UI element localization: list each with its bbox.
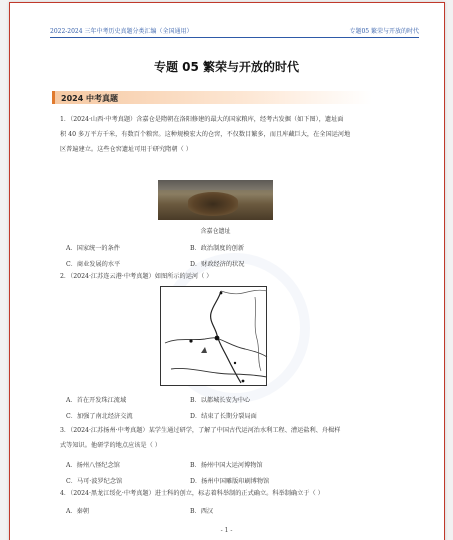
photo-shelter-roof (158, 180, 273, 190)
question-3-line-2: 式等知识。他研学的地点应该是（ ） (60, 442, 161, 449)
page-header (50, 27, 419, 38)
q2-option-d: D．结束了长期分裂局面 (190, 413, 257, 420)
jiangdu-marker (234, 362, 236, 364)
q1-option-b: B．政治制度的创新 (190, 245, 245, 252)
q2-option-c: C．加强了南北经济交流 (66, 413, 133, 420)
question-4-line-1: 4．（2024·黑龙江绥化·中考真题）进士科的创立，标志着科举制的正式确立。科举制确立于（ ） (60, 490, 324, 497)
question-2-line-1: 2．（2024·江苏连云港·中考真题）如图所示的运河（ ） (60, 273, 213, 280)
east-coast-line (255, 297, 261, 371)
q2-option-a: A．首在开发珠江流域 (66, 397, 127, 404)
section-heading-label: 2024 中考真题 (61, 93, 119, 103)
q2-option-b: B．以都城长安为中心 (190, 397, 251, 404)
canal-map-drawing (161, 287, 268, 387)
yuhang-marker (242, 380, 245, 383)
q3-option-a: A．扬州八怪纪念馆 (66, 462, 120, 469)
photo-granary-pit (188, 192, 238, 216)
q3-option-b: B．扬州中国大运河博物馆 (190, 462, 263, 469)
q4-option-a: A．秦朝 (66, 508, 90, 515)
zhuojun-marker (220, 292, 223, 295)
q3-option-c: C．马可·波罗纪念馆 (66, 478, 123, 485)
section-heading (52, 91, 372, 104)
question-3-line-1: 3．（2024·江苏扬州·中考真题）某学生通过研学，了解了中国古代运河治水利工程、漕运盐利、舟楫样 (60, 427, 341, 434)
question-2 (60, 269, 375, 284)
question-4 (60, 486, 375, 501)
question-1-line-1: 1．（2024·山西·中考真题）含嘉仓是隋朝在洛阳修建的最大的国家粮库，经考古发掘（如下图），遗址面 (60, 116, 344, 123)
question-1 (60, 112, 375, 157)
map-symbol (201, 347, 207, 353)
header-left: 2022-2024 三年中考历史真题分类汇编（全国通用） (50, 28, 193, 35)
question-1-line-3: 区普遍建立。这些仓窖遗址可用于研究隋朝（ ） (60, 146, 192, 153)
page-title: 专题 05 繁荣与开放的时代 (153, 60, 300, 74)
q1-option-c: C．商业发展的水平 (66, 261, 121, 268)
figure-caption: 含嘉仓遗址 (200, 228, 231, 235)
hanjia-granary-photo (158, 180, 273, 220)
q4-option-b: B．西汉 (190, 508, 214, 515)
yellow-river-line (165, 338, 267, 357)
q1-option-a: A．国家统一的条件 (66, 245, 120, 252)
question-1-line-2: 积 40 多万平方千米，有数百个粮窖。这种规模宏大的仓窖，不仅数目繁多，而且库藏巨大，在全国运河地 (60, 131, 351, 138)
changan-marker (189, 339, 192, 342)
q1-option-d: D．财政经济的状况 (190, 261, 245, 268)
page-number: - 1 - (220, 527, 233, 534)
canal-map (160, 286, 267, 386)
yangtze-river-line (171, 368, 267, 377)
luoyang-marker (215, 336, 220, 341)
coast-line (221, 290, 267, 294)
q3-option-d: D．扬州中国雕版印刷博物馆 (190, 478, 270, 485)
question-3 (60, 423, 375, 453)
header-right: 专题05 繁荣与开放的时代 (349, 28, 419, 35)
